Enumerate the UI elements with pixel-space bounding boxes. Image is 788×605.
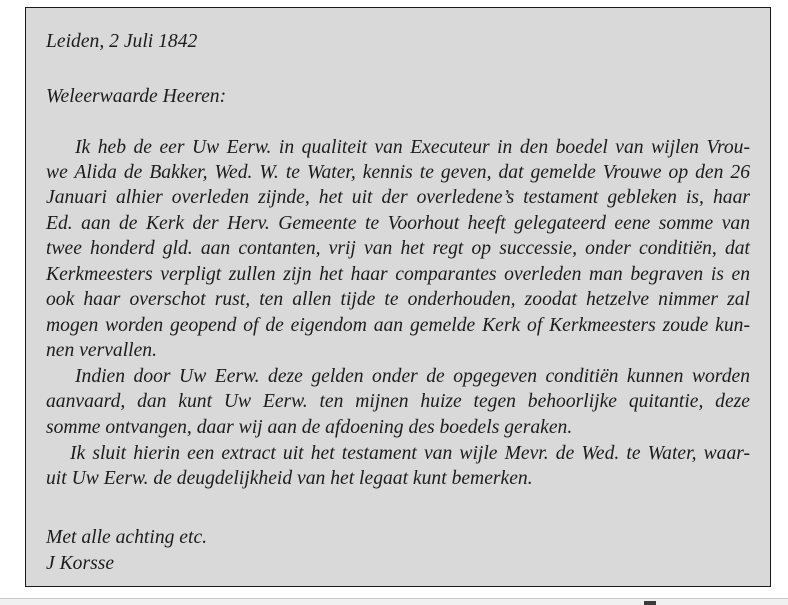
letter-line: mogen worden geopend of de eigendom aan gemelde Kerk of Kerkmeesters zoude kun- [46, 315, 750, 336]
letter-line: aanvaard, dan kunt Uw Eerw. ten mijnen huize tegen behoorlijke quitantie, deze [46, 391, 750, 412]
letter-line: uit Uw Eerw. de deugdelijkheid van het legaat kunt bemerken. [46, 468, 533, 489]
letter-line: Ik sluit hierin een extract uit het testament van wijle Mevr. de Wed. te Water, waar- [70, 443, 750, 464]
letter-line: Indien door Uw Eerw. deze gelden onder de opgegeven conditiën kunnen worden [75, 366, 750, 387]
letter-line: Ed. aan de Kerk der Herv. Gemeente te Voorhout heeft gelegateerd eene somme van [46, 213, 750, 234]
letter-line: Januari alhier overleden zijnde, het uit der overledene’s testament gebleken is, haar [46, 187, 750, 208]
letter-closing: Met alle achting etc. [46, 527, 208, 548]
letter-dateline: Leiden, 2 Juli 1842 [46, 31, 198, 52]
page-bottom-shade [0, 599, 788, 605]
letter-line: twee honderd gld. aan contanten, vrij van het regt op successie, onder conditiën, dat [46, 238, 750, 259]
letter-signature: J Korsse [46, 553, 115, 574]
letter-line: somme ontvangen, daar wij aan de afdoening des boedels geraken. [46, 417, 573, 438]
letter-line: nen vervallen. [46, 340, 157, 361]
letter-line: Ik heb de eer Uw Eerw. in qualiteit van Executeur in den boedel van wijlen Vrou- [75, 137, 750, 158]
letter-line: we Alida de Bakker, Wed. W. te Water, kennis te geven, dat gemelde Vrouwe op den 26 [46, 162, 750, 183]
letter-line: ook haar overschot rust, ten allen tijde te onderhouden, zoodat hetzelve nimmer zal [46, 289, 750, 310]
letter-line: Kerkmeesters verpligt zullen zijn het haar comparantes overleden man begraven is en [46, 264, 750, 285]
scroll-marker [644, 601, 656, 605]
letter-salutation: Weleerwaarde Heeren: [46, 86, 227, 107]
